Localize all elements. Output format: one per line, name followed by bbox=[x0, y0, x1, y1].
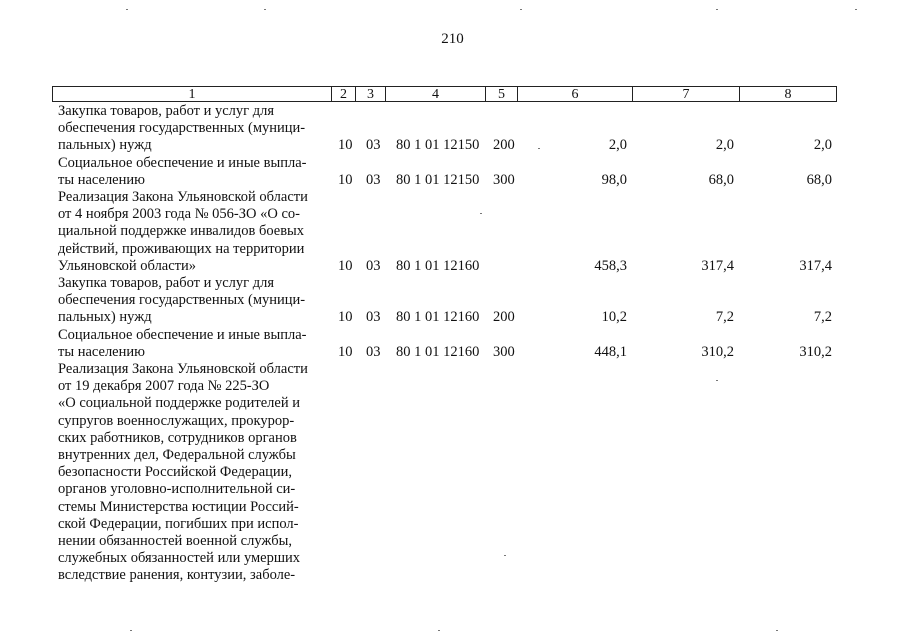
rz-code: 10 bbox=[338, 309, 353, 326]
row-name-line: Социальное обеспечение и иные выпла- bbox=[58, 326, 307, 343]
column-header-2: 2 bbox=[331, 86, 356, 102]
row-name-line: Ульяновской области» bbox=[58, 257, 197, 274]
scan-speck bbox=[855, 9, 857, 10]
row-name bbox=[58, 327, 323, 361]
column-header-4: 4 bbox=[385, 86, 486, 102]
rz-code: 10 bbox=[338, 171, 353, 188]
vr-code: 300 bbox=[493, 343, 515, 360]
csr-code: 80 1 01 12160 bbox=[396, 257, 480, 274]
value-col8: 317,4 bbox=[799, 257, 832, 274]
scan-speck bbox=[126, 9, 128, 10]
column-header-3: 3 bbox=[355, 86, 386, 102]
row-name-line: Реализация Закона Ульяновской области bbox=[58, 361, 308, 377]
value-col8: 7,2 bbox=[813, 309, 832, 326]
row-name-line: внутренних дел, Федеральной службы bbox=[58, 447, 296, 464]
scan-speck bbox=[480, 213, 482, 214]
row-name-line: «О социальной поддержке родителей и bbox=[58, 395, 300, 412]
value-col8: 310,2 bbox=[799, 343, 832, 360]
rz-code: 10 bbox=[338, 343, 353, 360]
scan-speck bbox=[716, 9, 718, 10]
column-header-6: 6 bbox=[517, 86, 633, 102]
vr-code: 200 bbox=[493, 309, 515, 326]
value-col6: 458,3 bbox=[594, 257, 627, 274]
row-name-line: Закупка товаров, работ и услуг для bbox=[58, 275, 275, 291]
rz-code: 10 bbox=[338, 257, 353, 274]
table-row bbox=[0, 189, 905, 275]
row-name-line: служебных обязанностей или умерших bbox=[58, 550, 301, 567]
row-name-line: от 19 декабря 2007 года № 225-ЗО bbox=[58, 378, 270, 395]
row-name bbox=[58, 275, 323, 327]
pr-code: 03 bbox=[366, 257, 381, 274]
row-name bbox=[58, 155, 323, 189]
rz-code: 10 bbox=[338, 137, 353, 154]
value-col7: 317,4 bbox=[701, 257, 734, 274]
row-name-line: Закупка товаров, работ и услуг для bbox=[58, 103, 275, 119]
value-col7: 2,0 bbox=[715, 137, 734, 154]
value-col6: 448,1 bbox=[594, 343, 627, 360]
row-name-line: пальных) нужд bbox=[58, 137, 152, 154]
value-col7: 68,0 bbox=[708, 171, 734, 188]
scan-speck bbox=[716, 380, 718, 381]
row-name-line: действий, проживающих на территории bbox=[58, 240, 305, 257]
vr-code: 300 bbox=[493, 171, 515, 188]
row-name-line: органов уголовно-исполнительной си- bbox=[58, 481, 296, 498]
row-name bbox=[58, 189, 323, 275]
column-header-7: 7 bbox=[632, 86, 740, 102]
value-col7: 7,2 bbox=[715, 309, 734, 326]
scan-speck bbox=[538, 148, 540, 149]
scan-speck bbox=[504, 555, 506, 556]
row-name bbox=[58, 361, 323, 585]
row-name-line: пальных) нужд bbox=[58, 309, 152, 326]
column-header-8: 8 bbox=[739, 86, 837, 102]
csr-code: 80 1 01 12150 bbox=[396, 137, 480, 154]
table-row bbox=[0, 103, 905, 155]
row-name-line: от 4 ноября 2003 года № 056-ЗО «О со- bbox=[58, 206, 300, 223]
table-row bbox=[0, 275, 905, 327]
table-row bbox=[0, 327, 905, 361]
vr-code: 200 bbox=[493, 137, 515, 154]
pr-code: 03 bbox=[366, 309, 381, 326]
csr-code: 80 1 01 12160 bbox=[396, 309, 480, 326]
value-col8: 68,0 bbox=[806, 171, 832, 188]
csr-code: 80 1 01 12160 bbox=[396, 343, 480, 360]
table-row bbox=[0, 361, 905, 585]
row-name-line: вследствие ранения, контузии, заболе- bbox=[58, 567, 296, 584]
value-col8: 2,0 bbox=[813, 137, 832, 154]
row-name-line: обеспечения государственных (муници- bbox=[58, 120, 306, 137]
value-col6: 10,2 bbox=[601, 309, 627, 326]
row-name-line: безопасности Российской Федерации, bbox=[58, 464, 293, 481]
scan-speck bbox=[776, 630, 778, 631]
row-name-line: циальной поддержке инвалидов боевых bbox=[58, 223, 305, 240]
scan-speck bbox=[520, 9, 522, 10]
csr-code: 80 1 01 12150 bbox=[396, 171, 480, 188]
value-col7: 310,2 bbox=[701, 343, 734, 360]
scan-speck bbox=[130, 630, 132, 631]
row-name-line: Социальное обеспечение и иные выпла- bbox=[58, 154, 307, 171]
row-name-line: ты населению bbox=[58, 171, 145, 188]
row-name-line: нении обязанностей военной службы, bbox=[58, 533, 292, 550]
table-row bbox=[0, 155, 905, 189]
column-header-5: 5 bbox=[485, 86, 518, 102]
row-name-line: ской Федерации, погибших при испол- bbox=[58, 515, 299, 532]
row-name-line: Реализация Закона Ульяновской области bbox=[58, 189, 308, 205]
pr-code: 03 bbox=[366, 137, 381, 154]
row-name bbox=[58, 103, 323, 155]
value-col6: 2,0 bbox=[608, 137, 627, 154]
page-number: 210 bbox=[441, 31, 464, 47]
row-name-line: обеспечения государственных (муници- bbox=[58, 292, 306, 309]
row-name-line: ты населению bbox=[58, 343, 145, 360]
scan-speck bbox=[264, 9, 266, 10]
row-name-line: стемы Министерства юстиции Россий- bbox=[58, 498, 299, 515]
row-name-line: ских работников, сотрудников органов bbox=[58, 429, 297, 446]
row-name-line: супругов военнослужащих, прокурор- bbox=[58, 412, 295, 429]
value-col6: 98,0 bbox=[601, 171, 627, 188]
pr-code: 03 bbox=[366, 343, 381, 360]
pr-code: 03 bbox=[366, 171, 381, 188]
scan-speck bbox=[438, 630, 440, 631]
column-header-1: 1 bbox=[52, 86, 332, 102]
